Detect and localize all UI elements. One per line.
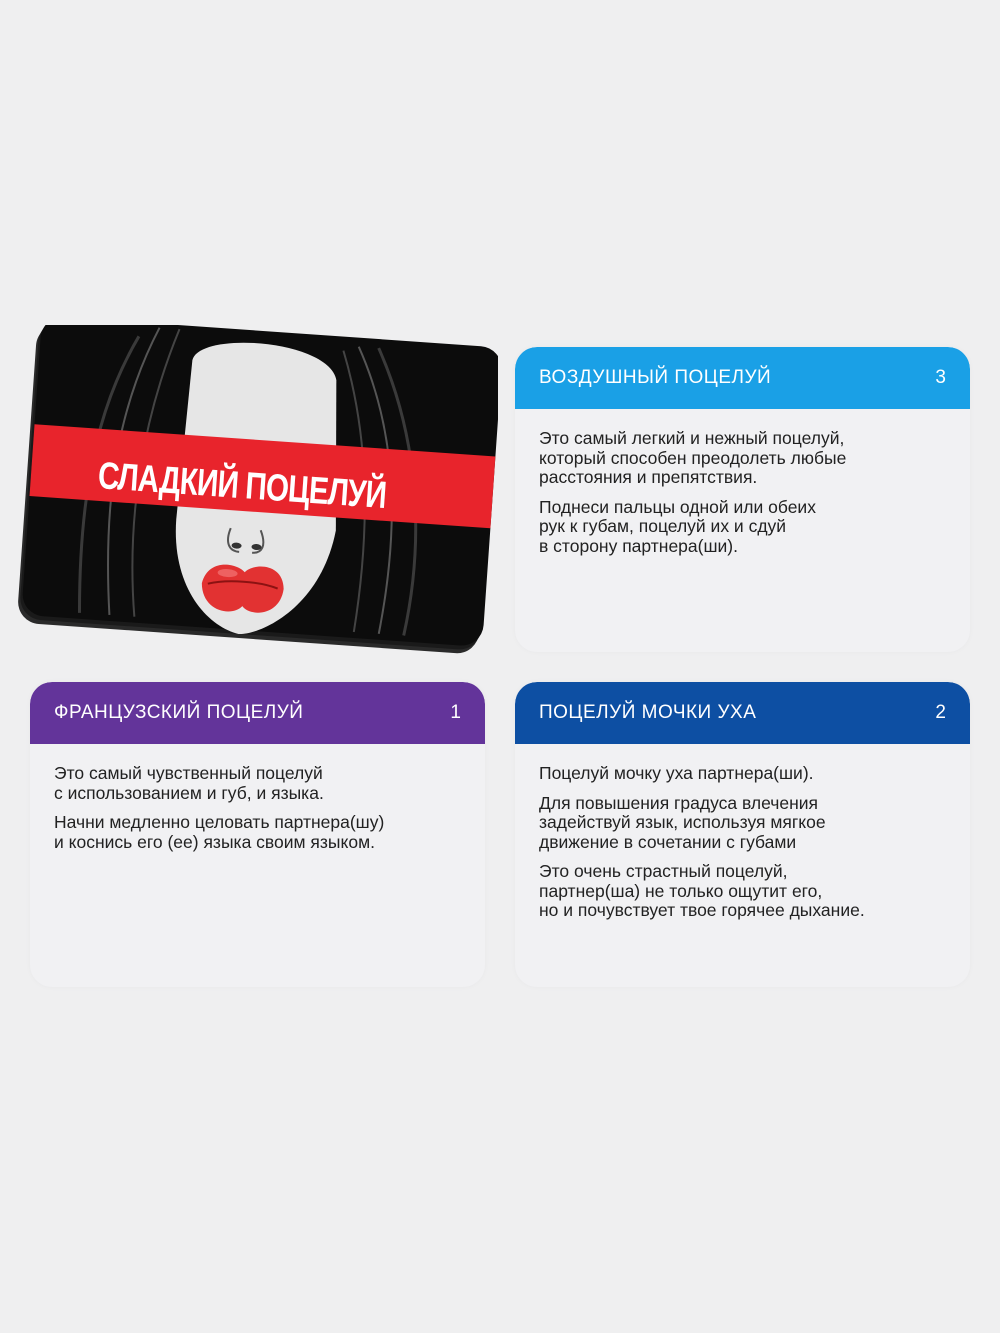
card-paragraph: Это самый легкий и нежный поцелуй, который способен преодолеть любые расстояния и препятствия. <box>539 428 847 487</box>
card-body <box>515 409 970 556</box>
card-paragraph: Это самый чувственный поцелуй с использованием и губ, и языка. <box>54 763 324 803</box>
card-paragraph: Это очень страстный поцелуй, партнер(ша) не только ощутит его, но и почувствует твое горячее дыхание. <box>539 861 865 920</box>
card-number: 1 <box>450 702 461 723</box>
card-title: ВОЗДУШНЫЙ ПОЦЕЛУЙ <box>539 367 772 388</box>
card-paragraph: Поцелуй мочку уха партнера(ши). <box>539 763 814 783</box>
card-french-kiss <box>30 682 485 987</box>
card-header <box>30 682 485 744</box>
card-paragraph: Для повышения градуса влечения задействуй язык, используя мягкое движение в сочетании с губами <box>539 792 826 852</box>
card-header <box>515 347 970 409</box>
cover-card-title: СЛАДКИЙ ПОЦЕЛУЙ <box>96 455 388 518</box>
card-number: 2 <box>935 702 946 723</box>
card-earlobe-kiss <box>515 682 970 987</box>
card-body <box>30 744 485 852</box>
card-paragraph: Поднеси пальцы одной или обеих рук к губам, поцелуй их и сдуй в сторону партнера(ши). <box>539 496 816 556</box>
card-header <box>515 682 970 744</box>
card-title: ФРАНЦУЗСКИЙ ПОЦЕЛУЙ <box>54 702 304 723</box>
card-title: ПОЦЕЛУЙ МОЧКИ УХА <box>539 702 757 723</box>
card-body <box>515 744 970 921</box>
card-number: 3 <box>935 367 946 388</box>
card-paragraph: Начни медленно целовать партнера(шу) и коснись его (ее) языка своим языком. <box>54 812 385 852</box>
card-air-kiss <box>515 347 970 652</box>
